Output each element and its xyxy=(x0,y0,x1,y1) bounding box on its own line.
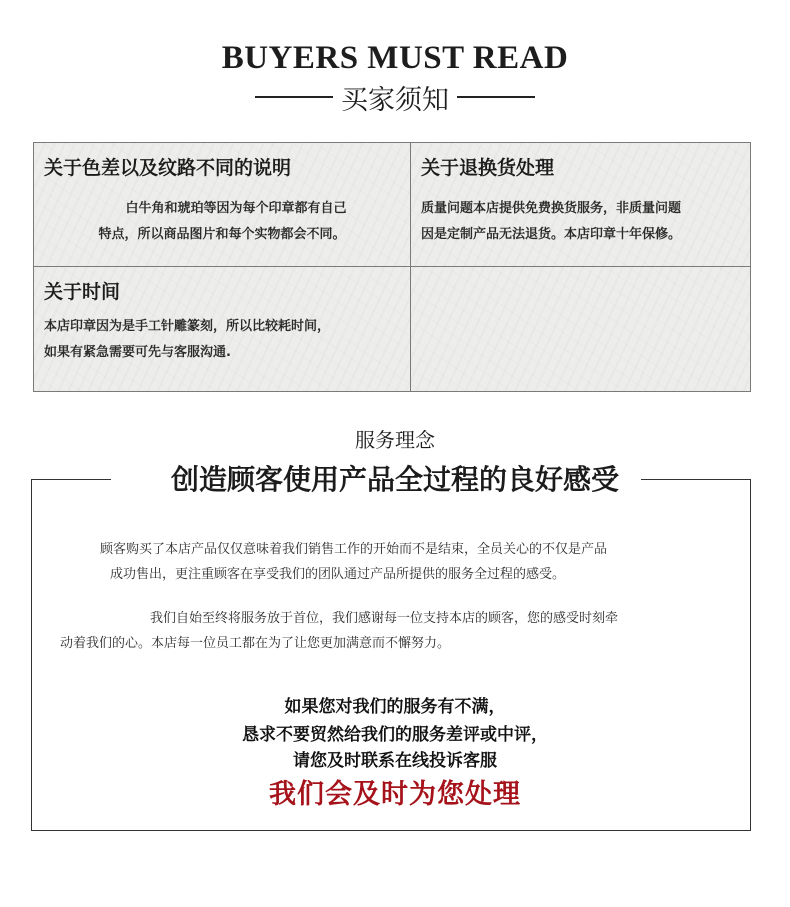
notice-cell-empty xyxy=(411,267,750,391)
paragraph-line: 成功售出，更注重顾客在享受我们的团队通过产品所提供的服务全过程的感受。 xyxy=(110,567,566,582)
paragraph-line: 动着我们的心。本店每一位员工都在为了让您更加满意而不懈努力。 xyxy=(60,636,451,651)
notice-title-returns: 关于退换货处理 xyxy=(421,157,555,179)
service-slogan: 创造顾客使用产品全过程的良好感受 xyxy=(170,463,619,496)
paragraph-line: 我们自始至终将服务放于首位，我们感谢每一位支持本店的顾客，您的感受时刻牵 xyxy=(150,611,619,626)
appeal-line-2: 恳求不要贸然给我们的服务差评或中评， xyxy=(242,725,548,745)
title-chinese-text: 买家须知 xyxy=(341,84,449,116)
appeal-line-1: 如果您对我们的服务有不满， xyxy=(284,697,506,717)
notice-body-color-difference xyxy=(44,196,400,248)
page-title-chinese xyxy=(0,80,790,114)
notice-line: 质量问题本店提供免费换货服务，非质量问题 xyxy=(421,201,682,216)
appeal-line-3: 请您及时联系在线投诉客服 xyxy=(293,751,497,771)
promise-text: 我们会及时为您处理 xyxy=(269,779,521,810)
notice-line: 特点，所以商品图片和每个实物都会不同。 xyxy=(98,227,346,242)
title-divider-left xyxy=(255,96,333,98)
service-paragraph-2 xyxy=(60,606,730,656)
notice-title-color-difference: 关于色差以及纹路不同的说明 xyxy=(44,157,292,179)
title-divider-right xyxy=(457,96,535,98)
notice-line: 本店印章因为是手工针雕篆刻，所以比较耗时间， xyxy=(44,319,331,334)
notice-cell-returns xyxy=(411,143,750,267)
notice-line: 白牛角和琥珀等因为每个印章都有自己 xyxy=(125,201,347,216)
notice-title-time: 关于时间 xyxy=(44,281,121,303)
notice-line: 如果有紧急需要可先与客服沟通. xyxy=(44,345,231,360)
notice-body-returns xyxy=(421,196,740,248)
notice-cell-time xyxy=(34,267,411,391)
service-paragraph-1 xyxy=(60,537,730,587)
service-heading: 服务理念 xyxy=(355,428,435,452)
paragraph-line: 顾客购买了本店产品仅仅意味着我们销售工作的开始而不是结束，全员关心的不仅是产品 xyxy=(100,542,608,557)
notice-cell-color-difference xyxy=(34,143,411,267)
notice-table xyxy=(33,142,751,392)
page-title-english: BUYERS MUST READ xyxy=(221,40,569,76)
notice-line: 因是定制产品无法退货。本店印章十年保修。 xyxy=(421,227,682,242)
notice-body-time xyxy=(44,314,400,366)
